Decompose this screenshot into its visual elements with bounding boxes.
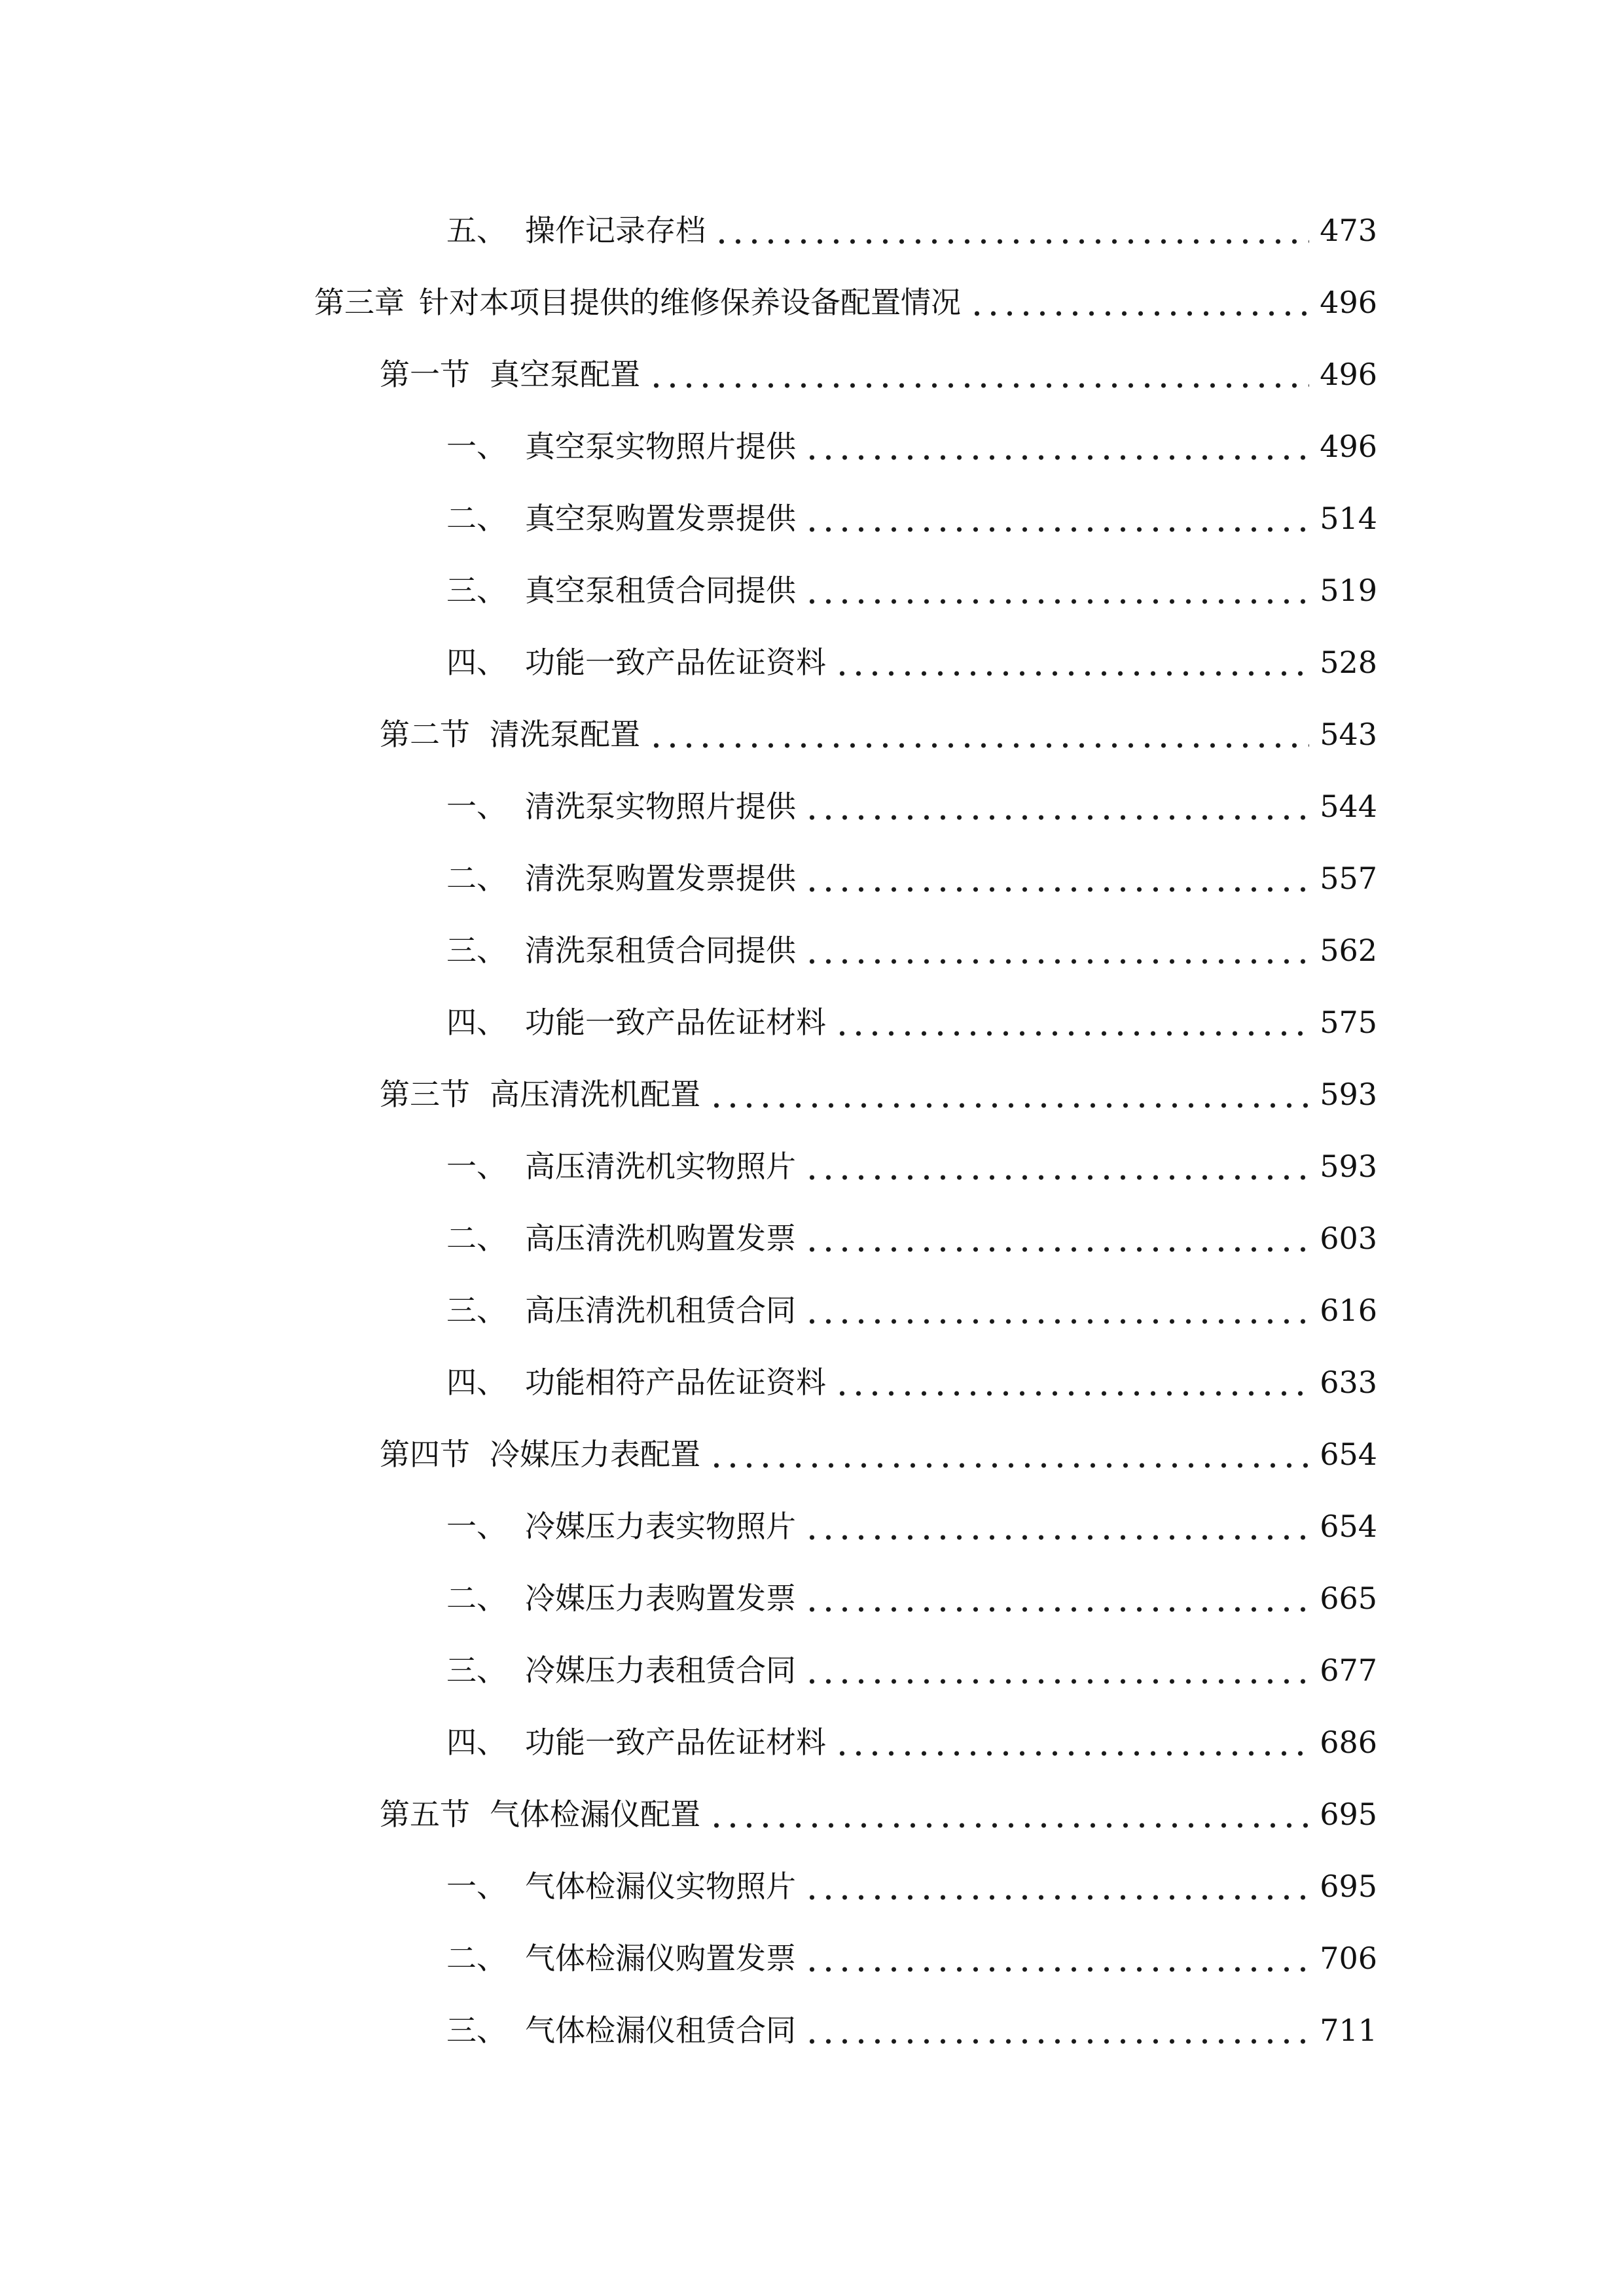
toc-entry[interactable] xyxy=(446,420,1377,473)
toc-entry-number: 四、 xyxy=(446,1725,507,1760)
toc-entry-number: 三、 xyxy=(446,933,507,968)
toc-leader-dots xyxy=(648,708,1309,761)
toc-entry-title: 冷媒压力表购置发票 xyxy=(525,1581,796,1616)
toc-entry-page: 557 xyxy=(1320,861,1377,896)
toc-entry-page: 519 xyxy=(1320,573,1377,608)
toc-entry-title: 功能一致产品佐证资料 xyxy=(525,645,826,680)
toc-leader-dots xyxy=(834,636,1309,689)
toc-entry-section[interactable] xyxy=(380,1068,1377,1121)
toc-entry[interactable] xyxy=(446,492,1377,545)
toc-entry-title: 真空泵购置发票提供 xyxy=(525,501,796,536)
toc-entry-page: 603 xyxy=(1320,1221,1377,1256)
toc-entry-number: 二、 xyxy=(446,1221,507,1256)
toc-leader-dots xyxy=(804,492,1309,545)
toc-entry[interactable] xyxy=(446,924,1377,977)
toc-entry-number: 第二节 xyxy=(380,717,470,752)
toc-entry-number: 一、 xyxy=(446,789,507,824)
toc-entry-page: 473 xyxy=(1320,213,1377,248)
toc-leader-dots xyxy=(834,1716,1309,1768)
toc-entry-page: 528 xyxy=(1320,645,1377,680)
toc-entry[interactable] xyxy=(446,636,1377,689)
toc-entry-number: 第一节 xyxy=(380,357,470,392)
toc-entry-number: 二、 xyxy=(446,861,507,896)
toc-entry[interactable] xyxy=(446,780,1377,833)
toc-entry-page: 543 xyxy=(1320,717,1377,752)
toc-leader-dots xyxy=(648,348,1309,401)
toc-leader-dots xyxy=(708,1788,1309,1840)
toc-entry-number: 四、 xyxy=(446,645,507,680)
toc-leader-dots xyxy=(713,204,1309,257)
toc-entry-title: 气体检漏仪实物照片 xyxy=(525,1869,796,1904)
toc-entry-title: 冷媒压力表配置 xyxy=(490,1437,700,1472)
toc-leader-dots xyxy=(804,780,1309,833)
toc-entry-page: 633 xyxy=(1320,1365,1377,1400)
toc-leader-dots xyxy=(804,852,1309,905)
toc-entry-page: 616 xyxy=(1320,1293,1377,1328)
toc-entry[interactable] xyxy=(446,1572,1377,1624)
toc-entry[interactable] xyxy=(446,1644,1377,1696)
toc-entry-title: 冷媒压力表租赁合同 xyxy=(525,1653,796,1688)
toc-entry-page: 686 xyxy=(1320,1725,1377,1760)
toc-entry[interactable] xyxy=(446,1860,1377,1912)
toc-entry-page: 496 xyxy=(1320,357,1377,392)
toc-entry-title: 高压清洗机购置发票 xyxy=(525,1221,796,1256)
toc-leader-dots xyxy=(804,420,1309,473)
toc-entry[interactable] xyxy=(446,1500,1377,1552)
toc-leader-dots xyxy=(804,564,1309,617)
toc-entry-chapter[interactable] xyxy=(314,276,1377,329)
toc-entry-title: 高压清洗机租赁合同 xyxy=(525,1293,796,1328)
toc-leader-dots xyxy=(804,1140,1309,1193)
toc-leader-dots xyxy=(834,1356,1309,1408)
toc-entry-page: 711 xyxy=(1320,2013,1377,2048)
toc-leader-dots xyxy=(804,924,1309,977)
toc-entry[interactable] xyxy=(446,204,1377,257)
toc-entry-title: 清洗泵购置发票提供 xyxy=(525,861,796,896)
toc-entry-title: 冷媒压力表实物照片 xyxy=(525,1509,796,1544)
toc-entry-title: 真空泵实物照片提供 xyxy=(525,429,796,464)
toc-entry-title: 气体检漏仪配置 xyxy=(490,1797,700,1832)
toc-entry[interactable] xyxy=(446,1212,1377,1265)
toc-entry-section[interactable] xyxy=(380,348,1377,401)
toc-entry-number: 第四节 xyxy=(380,1437,470,1472)
toc-entry-page: 496 xyxy=(1320,285,1377,320)
toc-entry-number: 二、 xyxy=(446,501,507,536)
toc-entry-section[interactable] xyxy=(380,1428,1377,1480)
toc-entry-number: 三、 xyxy=(446,1293,507,1328)
toc-leader-dots xyxy=(804,2004,1309,2056)
toc-entry-page: 654 xyxy=(1320,1509,1377,1544)
toc-entry-title: 清洗泵实物照片提供 xyxy=(525,789,796,824)
toc-entry[interactable] xyxy=(446,1932,1377,1984)
toc-entry-number: 四、 xyxy=(446,1365,507,1400)
toc-leader-dots xyxy=(834,996,1309,1049)
toc-entry-number: 第五节 xyxy=(380,1797,470,1832)
toc-entry[interactable] xyxy=(446,2004,1377,2056)
toc-entry-number: 三、 xyxy=(446,573,507,608)
toc-entry-section[interactable] xyxy=(380,1788,1377,1840)
toc-entry-title: 高压清洗机实物照片 xyxy=(525,1149,796,1184)
toc-entry-number: 一、 xyxy=(446,1509,507,1544)
toc-entry-number: 五、 xyxy=(446,213,507,248)
toc-leader-dots xyxy=(969,276,1309,329)
toc-leader-dots xyxy=(804,1860,1309,1912)
toc-entry-number: 一、 xyxy=(446,429,507,464)
toc-entry-title: 真空泵配置 xyxy=(490,357,640,392)
toc-entry-title: 功能相符产品佐证资料 xyxy=(525,1365,826,1400)
toc-entry-title: 高压清洗机配置 xyxy=(490,1077,700,1112)
toc-leader-dots xyxy=(804,1212,1309,1265)
toc-entry[interactable] xyxy=(446,1284,1377,1336)
toc-entry-title: 清洗泵租赁合同提供 xyxy=(525,933,796,968)
toc-entry-page: 514 xyxy=(1320,501,1377,536)
toc-entry-page: 562 xyxy=(1320,933,1377,968)
toc-entry-title: 气体检漏仪购置发票 xyxy=(525,1941,796,1976)
toc-entry[interactable] xyxy=(446,1356,1377,1408)
toc-entry-title: 气体检漏仪租赁合同 xyxy=(525,2013,796,2048)
toc-entry-number: 二、 xyxy=(446,1941,507,1976)
toc-entry-number: 三、 xyxy=(446,2013,507,2048)
toc-entry-number: 第三章 xyxy=(314,285,405,320)
toc-entry-title: 功能一致产品佐证材料 xyxy=(525,1725,826,1760)
toc-entry-page: 654 xyxy=(1320,1437,1377,1472)
toc-entry-number: 一、 xyxy=(446,1149,507,1184)
toc-entry-page: 593 xyxy=(1320,1077,1377,1112)
toc-entry-number: 第三节 xyxy=(380,1077,470,1112)
toc-entry-title: 操作记录存档 xyxy=(525,213,706,248)
toc-entry-title: 针对本项目提供的维修保养设备配置情况 xyxy=(419,285,961,320)
toc-entry-title: 清洗泵配置 xyxy=(490,717,640,752)
toc-entry-page: 695 xyxy=(1320,1869,1377,1904)
toc-entry[interactable] xyxy=(446,1140,1377,1193)
toc-entry-page: 677 xyxy=(1320,1653,1377,1688)
toc-leader-dots xyxy=(804,1572,1309,1624)
toc-leader-dots xyxy=(804,1644,1309,1696)
toc-entry-number: 二、 xyxy=(446,1581,507,1616)
toc-leader-dots xyxy=(804,1284,1309,1336)
toc-leader-dots xyxy=(804,1932,1309,1984)
toc-entry-title: 功能一致产品佐证材料 xyxy=(525,1005,826,1040)
toc-entry-number: 三、 xyxy=(446,1653,507,1688)
toc-entry-section[interactable] xyxy=(380,708,1377,761)
toc-entry-number: 四、 xyxy=(446,1005,507,1040)
toc-entry[interactable] xyxy=(446,564,1377,617)
toc-entry[interactable] xyxy=(446,852,1377,905)
toc-entry-page: 665 xyxy=(1320,1581,1377,1616)
toc-leader-dots xyxy=(804,1500,1309,1552)
toc-entry-number: 一、 xyxy=(446,1869,507,1904)
toc-entry[interactable] xyxy=(446,996,1377,1049)
toc-entry-page: 593 xyxy=(1320,1149,1377,1184)
toc-entry-page: 544 xyxy=(1320,789,1377,824)
toc-entry-page: 695 xyxy=(1320,1797,1377,1832)
toc-leader-dots xyxy=(708,1428,1309,1480)
toc-entry-page: 575 xyxy=(1320,1005,1377,1040)
toc-entry[interactable] xyxy=(446,1716,1377,1768)
toc-entry-page: 706 xyxy=(1320,1941,1377,1976)
toc-entry-page: 496 xyxy=(1320,429,1377,464)
toc-leader-dots xyxy=(708,1068,1309,1121)
toc-entry-title: 真空泵租赁合同提供 xyxy=(525,573,796,608)
